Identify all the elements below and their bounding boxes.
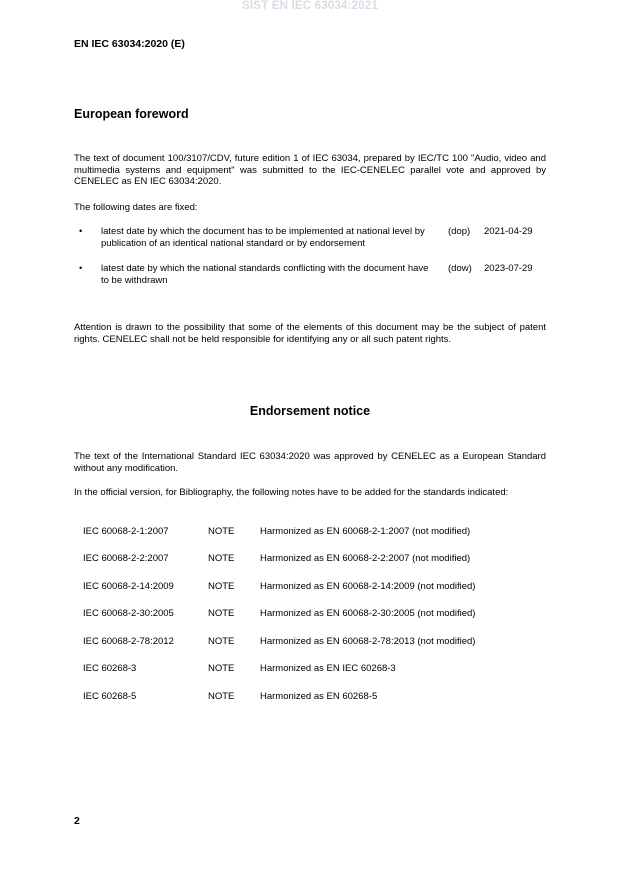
note-label: NOTE (208, 608, 235, 619)
note-label: NOTE (208, 581, 235, 592)
date-item-code: (dop) (448, 226, 471, 237)
note-row (83, 553, 553, 565)
note-row (83, 526, 553, 538)
note-label: NOTE (208, 691, 235, 702)
note-text: Harmonized as EN 60068-2-30:2005 (not modified) (260, 608, 476, 619)
note-text: Harmonized as EN 60268-5 (260, 691, 378, 702)
date-item-code: (dow) (448, 263, 472, 274)
bullet: • (79, 263, 83, 274)
note-standard: IEC 60068-2-78:2012 (83, 636, 174, 647)
endorsement-text: The text of the International Standard IEC 63034:2020 was approved by CENELEC as a European Standard without any modification. (74, 451, 546, 474)
note-row (83, 636, 553, 648)
note-standard: IEC 60268-5 (83, 691, 137, 702)
date-item-date: 2021-04-29 (484, 226, 533, 237)
endorsement-title: Endorsement notice (249, 404, 371, 418)
note-text: Harmonized as EN 60068-2-2:2007 (not modified) (260, 553, 471, 564)
note-text: Harmonized as EN 60068-2-1:2007 (not modified) (260, 526, 471, 537)
note-label: NOTE (208, 553, 235, 564)
note-row (83, 691, 553, 703)
date-item-date: 2023-07-29 (484, 263, 533, 274)
document-id: EN IEC 63034:2020 (E) (74, 38, 185, 50)
date-item-text: latest date by which the document has to be implemented at national level by publication of an identical national standard or by endorsement (101, 226, 425, 249)
bullet: • (79, 226, 83, 237)
watermark: SIST EN IEC 63034:2021 (241, 0, 379, 12)
note-standard: IEC 60068-2-30:2005 (83, 608, 174, 619)
note-standard: IEC 60268-3 (83, 663, 137, 674)
foreword-title: European foreword (74, 107, 189, 121)
note-row (83, 608, 553, 620)
patent-attention: Attention is drawn to the possibility that some of the elements of this document may be the subject of patent rights. CENELEC shall not be held responsible for identifying any or all such patent rights. (74, 322, 546, 345)
dates-intro: The following dates are fixed: (74, 202, 198, 213)
date-item-dow (74, 263, 546, 287)
note-label: NOTE (208, 636, 235, 647)
date-item-text: latest date by which the national standards conflicting with the document have to be withdrawn (101, 263, 429, 286)
note-standard: IEC 60068-2-2:2007 (83, 553, 169, 564)
note-label: NOTE (208, 526, 235, 537)
note-standard: IEC 60068-2-1:2007 (83, 526, 169, 537)
note-text: Harmonized as EN IEC 60268-3 (260, 663, 396, 674)
note-label: NOTE (208, 663, 235, 674)
date-item-dop (74, 226, 546, 250)
note-row (83, 663, 553, 675)
note-row (83, 581, 553, 593)
note-standard: IEC 60068-2-14:2009 (83, 581, 174, 592)
page-number: 2 (74, 815, 80, 827)
note-text: Harmonized as EN 60068-2-78:2013 (not modified) (260, 636, 476, 647)
bibliography-notes-intro: In the official version, for Bibliography, the following notes have to be added for the standards indicated: (74, 487, 509, 498)
foreword-intro: The text of document 100/3107/CDV, future edition 1 of IEC 63034, prepared by IEC/TC 100 "Audio, video and multimedia systems and equipment" was submitted to the IEC-CENELEC parallel vote and approved by CENELEC as EN IEC 63034:2020. (74, 153, 546, 187)
note-text: Harmonized as EN 60068-2-14:2009 (not modified) (260, 581, 476, 592)
